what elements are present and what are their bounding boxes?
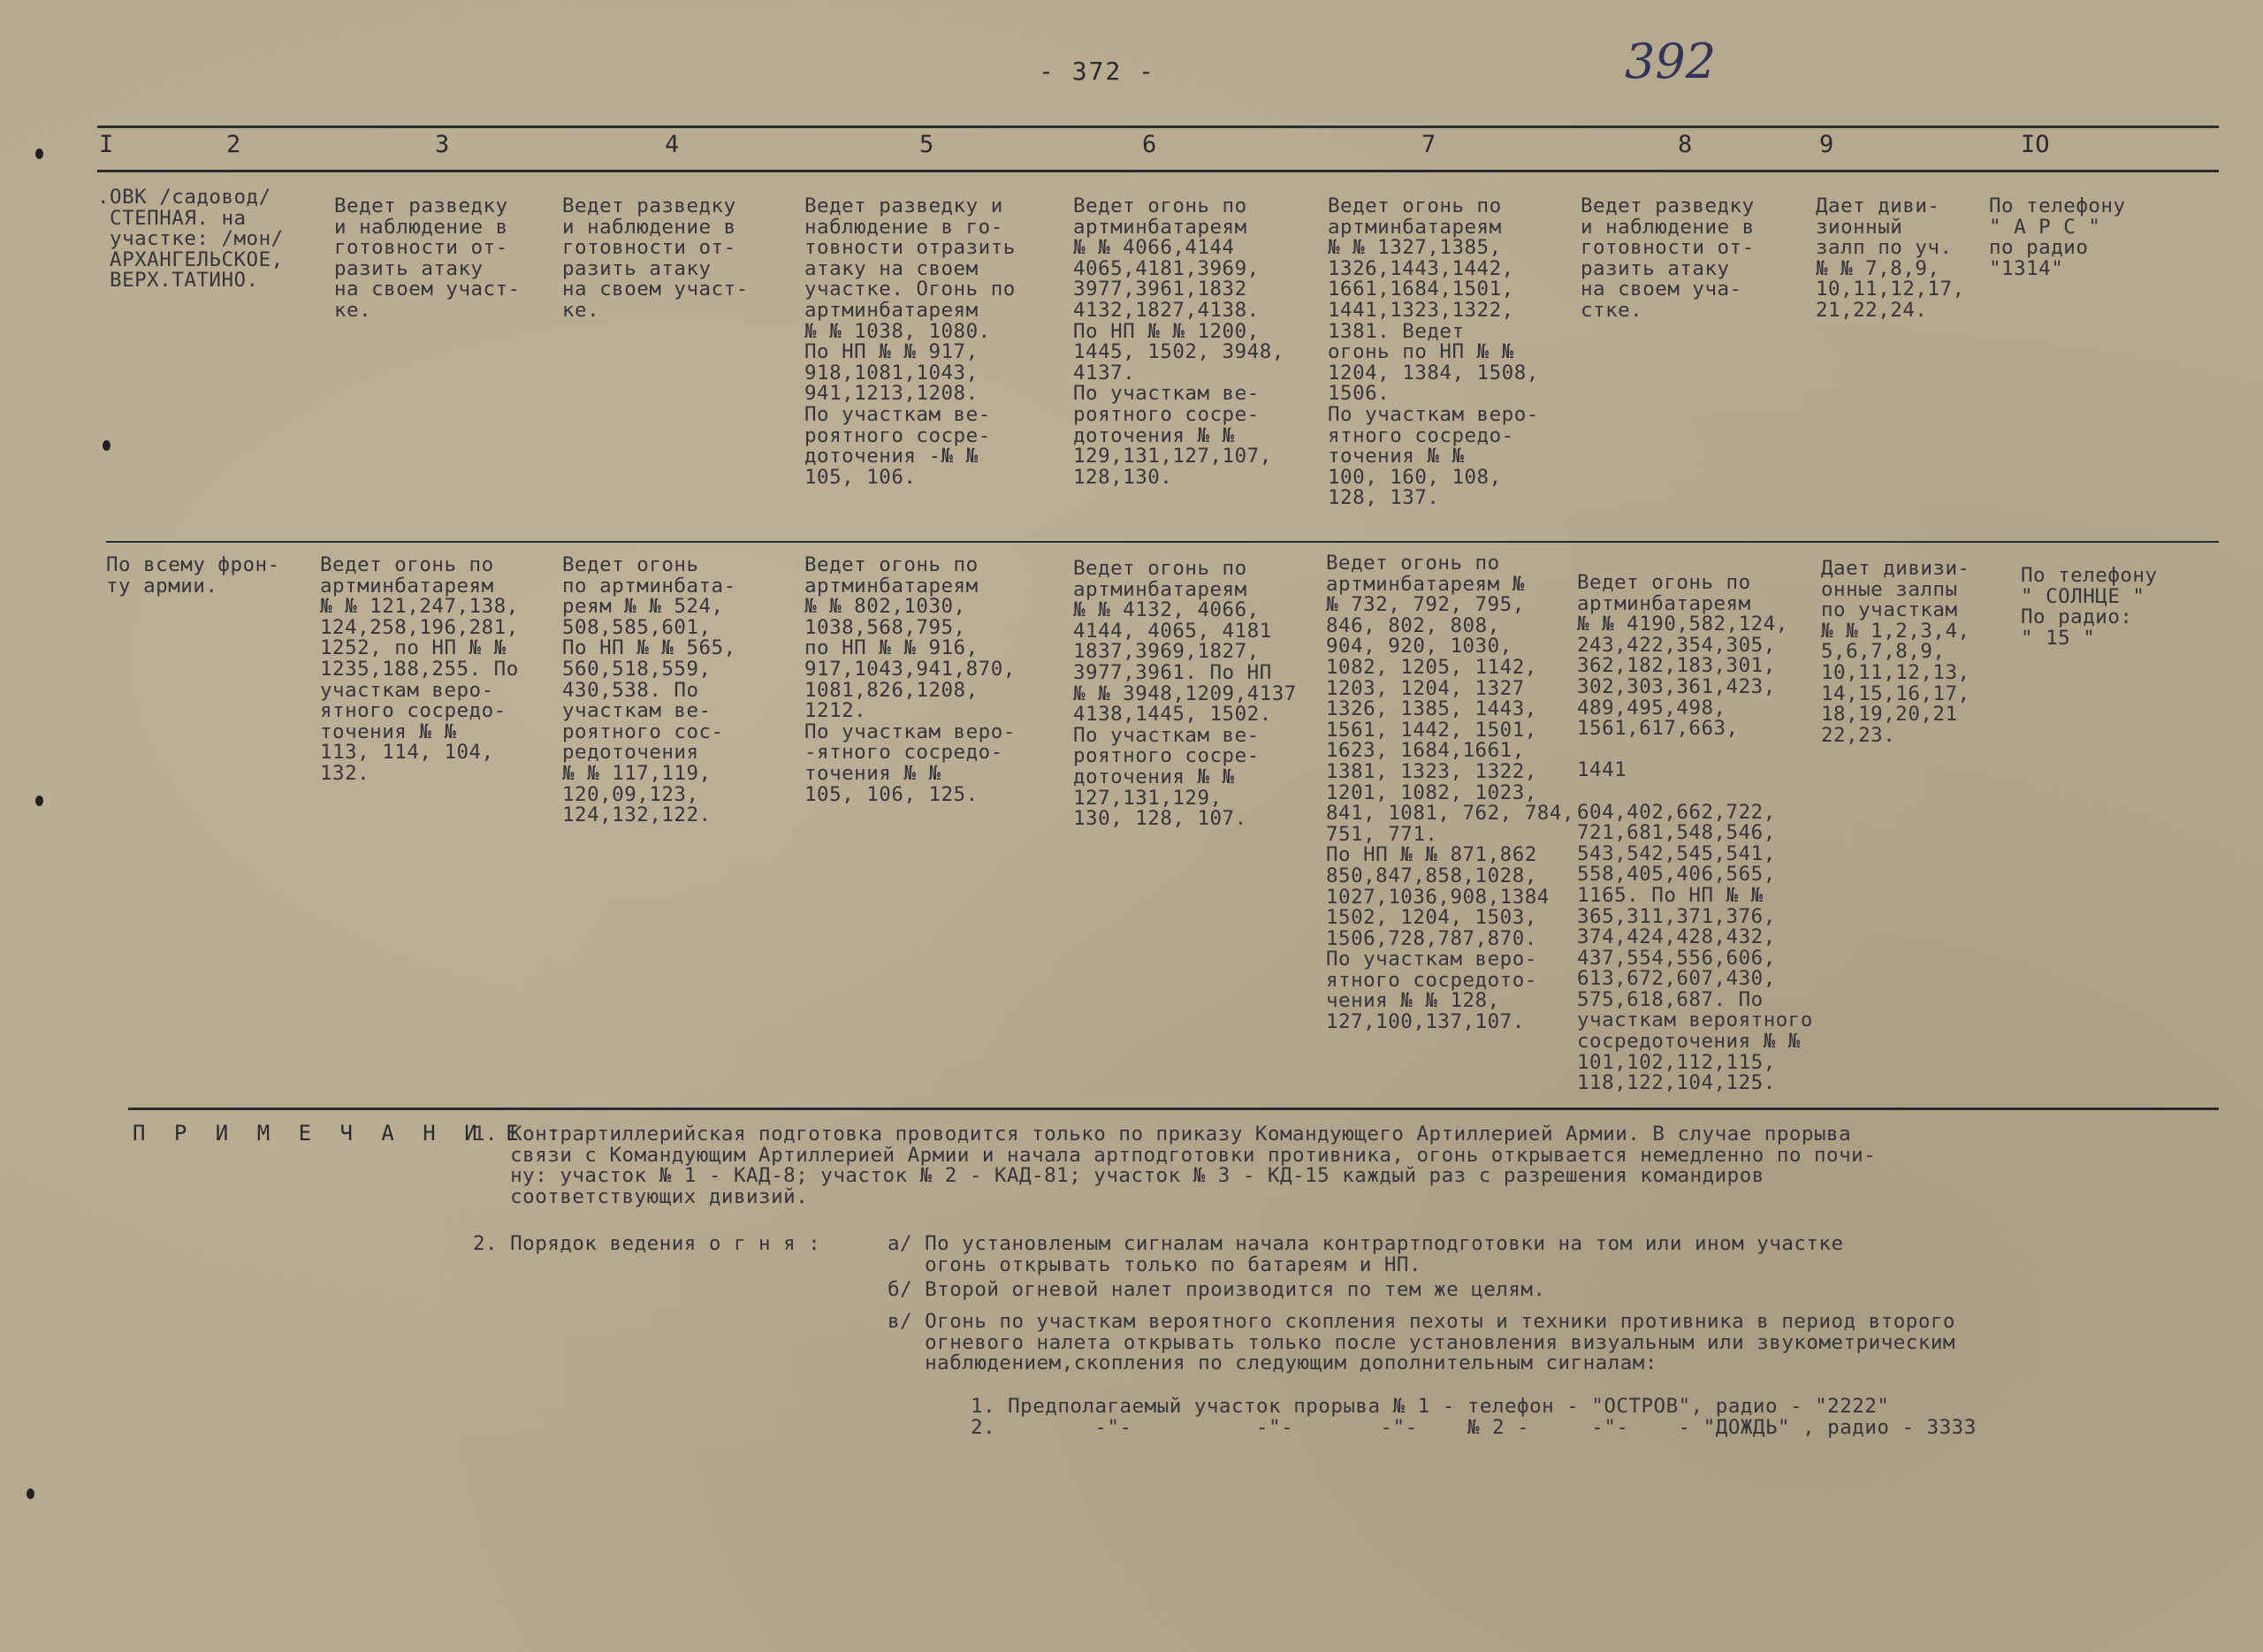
- row2-col9-cell: Дает дивизи- онные залпы по участкам № № 1,2,3,4, 5,6,7,8,9, 10,11,12,13, 14,15,16,17, 18,19,20,21 22,23.: [1821, 557, 1970, 747]
- column-number-5: 5: [919, 131, 934, 158]
- punch-hole-mark: [35, 796, 43, 806]
- signal-line-1: 1. Предполагаемый участок прорыва № 1 - телефон - "ОСТРОВ", радио - "2222": [971, 1395, 1890, 1418]
- row1-col10-cell: По телефону " А Р С " по радио "1314": [1989, 194, 2126, 280]
- punch-hole-mark: [27, 1488, 34, 1499]
- signal-line-2: 2. -"- -"- -"- № 2 - -"- - "ДОЖДЬ" , радио - 3333: [971, 1416, 1977, 1439]
- table-top-rule: [97, 126, 2219, 128]
- row2-col7-cell: Ведет огонь по артминбатареям № № 732, 792, 795, 846, 802, 808, 904, 920, 1030, 1082, 1205, 1142, 1203, 1204, 1327 1326, 1385, 1443, 1561, 1442, 1501, 1623, 1684,1661, 1381, 1323, 1322, 1201, 1082, 1023, 841, 1081, 762, 784, 751, 771. По НП № № 871,862 850,847,858,1028, 1027,1036,908,1384 1502, 1204, 1503, 1506,728,787,870. По участкам веро- ятного сосредото- чения № № 128, 127,100,137,107.: [1326, 552, 1574, 1034]
- column-number-3: 3: [435, 131, 450, 158]
- note-item-2v: в/ Огонь по участкам вероятного скопления пехоты и техники противника в период второго огневого налета открывать только после установления визуальным или звукометрическим наблюдением,скопления по следующим дополнительным сигналам:: [888, 1310, 1955, 1375]
- header-bottom-rule: [97, 170, 2219, 172]
- note-item-1: 1. Контрартиллерийская подготовка проводится только по приказу Командующего Артиллерией Армии. В случае прорыва связи с Командующим Артиллерией Армии и начала артподготовки противника, огонь открывается немедленно по почи- ну: участок № 1 - КАД-8; участок № 2 - КАД-81; участок № 3 - КД-15 каждый раз с разрешения командиров соответствующих дивизий.: [473, 1123, 1877, 1208]
- column-number-4: 4: [665, 131, 680, 158]
- notes-label: П Р И М Е Ч А Н И Е :: [133, 1121, 568, 1146]
- row1-col8-cell: Ведет разведку и наблюдение в готовности от- разить атаку на своем уча- стке.: [1581, 194, 1755, 322]
- column-number-6: 6: [1142, 131, 1157, 158]
- row2-col6-cell: Ведет огонь по артминбатареям № № 4132, 4066, 4144, 4065, 4181 1837,3969,1827, 3977,3961. По НП № № 3948,1209,4137 4138,1445, 1502. По участкам ве- роятного сосре- доточения № № 127,131,129, 130, 128, 107.: [1073, 557, 1297, 831]
- column-number-2: 2: [226, 131, 241, 158]
- row2-col4-cell: Ведет огонь по артминбата- реям № № 524, 508,585,601, По НП № № 565, 560,518,559, 430,538. По участкам ве- роятного сос- редоточения № № 117,119, 120,09,123, 124,132,122.: [562, 553, 736, 827]
- row2-col3-cell: Ведет огонь по артминбатареям № № 121,247,138, 124,258,196,281, 1252, по НП № № 1235,188,255. По участкам веро- ятного сосредо- точения № № 113, 114, 104, 132.: [320, 553, 519, 785]
- row1-col7-cell: Ведет огонь по артминбатареям № № 1327,1385, 1326,1443,1442, 1661,1684,1501, 1441,1323,1322, 1381. Ведет огонь по НП № № 1204, 1384, 1508, 1506. По участкам веро- ятного сосредо- точения № № 100, 160, 108, 128, 137.: [1328, 194, 1539, 510]
- punch-hole-mark: [35, 148, 43, 159]
- row1-col6-cell: Ведет огонь по артминбатареям № № 4066,4144 4065,4181,3969, 3977,3961,1832 4132,1827,4138. По НП № № 1200, 1445, 1502, 3948, 4137. По участкам ве- роятного сосре- доточения № № 129,131,127,107, 128,130.: [1073, 194, 1284, 489]
- row2-col5-cell: Ведет огонь по артминбатареям № № 802,1030, 1038,568,795, по НП № № 916, 917,1043,941,870, 1081,826,1208, 1212. По участкам веро- -ятного сосредо- точения № № 105, 106, 125.: [804, 553, 1016, 806]
- row2-col8-cell: Ведет огонь по артминбатареям № № 4190,582,124, 243,422,354,305, 362,182,183,301, 302,303,361,423, 489,495,498, 1561,617,663, 1441 604,402,662,722, 721,681,548,546, 543,542,545,541, 558,405,406,565, 1165. По НП № № 365,311,371,376, 374,424,428,432, 437,554,556,606, 613,672,607,430, 575,618,687. По участкам вероятного сосредоточения № № 101,102,112,115, 118,122,104,125.: [1577, 571, 1813, 1095]
- row-divider-rule: [106, 541, 2219, 543]
- page-number: - 372 -: [1039, 57, 1156, 86]
- row2-col1-cell: По всему фрон- ту армии.: [106, 553, 280, 598]
- column-number-7: 7: [1421, 131, 1436, 158]
- punch-hole-mark: [103, 440, 110, 451]
- archive-number: 392: [1625, 34, 1717, 89]
- column-number-9: 9: [1819, 131, 1834, 158]
- note-item-2a: а/ По установленым сигналам начала контрартподготовки на том или ином участке огонь открывать только по батареям и НП.: [888, 1232, 1844, 1276]
- column-number-1: I: [99, 131, 114, 158]
- row1-col3-cell: Ведет разведку и наблюдение в готовности от- разить атаку на своем участ- ке.: [334, 194, 521, 322]
- column-number-8: 8: [1678, 131, 1693, 158]
- note-item-2b: б/ Второй огневой налет производится по тем же целям.: [888, 1278, 1546, 1301]
- table-bottom-rule: [128, 1108, 2219, 1110]
- row2-col10-cell: По телефону " СОЛНЦЕ " По радио: " 15 ": [2021, 564, 2158, 650]
- row1-col9-cell: Дает диви- зионный залп по уч. № № 7,8,9, 10,11,12,17, 21,22,24.: [1816, 194, 1965, 322]
- row1-col1-cell: .ОВК /садовод/ СТЕПНАЯ. на участке: /мон/ АРХАНГЕЛЬСКОЕ, ВЕРХ.ТАТИНО.: [97, 186, 284, 293]
- row1-col4-cell: Ведет разведку и наблюдение в готовности от- разить атаку на своем участ- ке.: [562, 194, 749, 322]
- row1-col5-cell: Ведет разведку и наблюдение в го- товности отразить атаку на своем участке. Огонь по артминбатареям № № 1038, 1080. По НП № № 917, 918,1081,1043, 941,1213,1208. По участкам ве- роятного сосре- доточения -№ № 105, 106.: [804, 194, 1016, 489]
- column-number-10: IO: [2021, 131, 2050, 158]
- note-item-2-label: 2. Порядок ведения о г н я :: [473, 1232, 821, 1255]
